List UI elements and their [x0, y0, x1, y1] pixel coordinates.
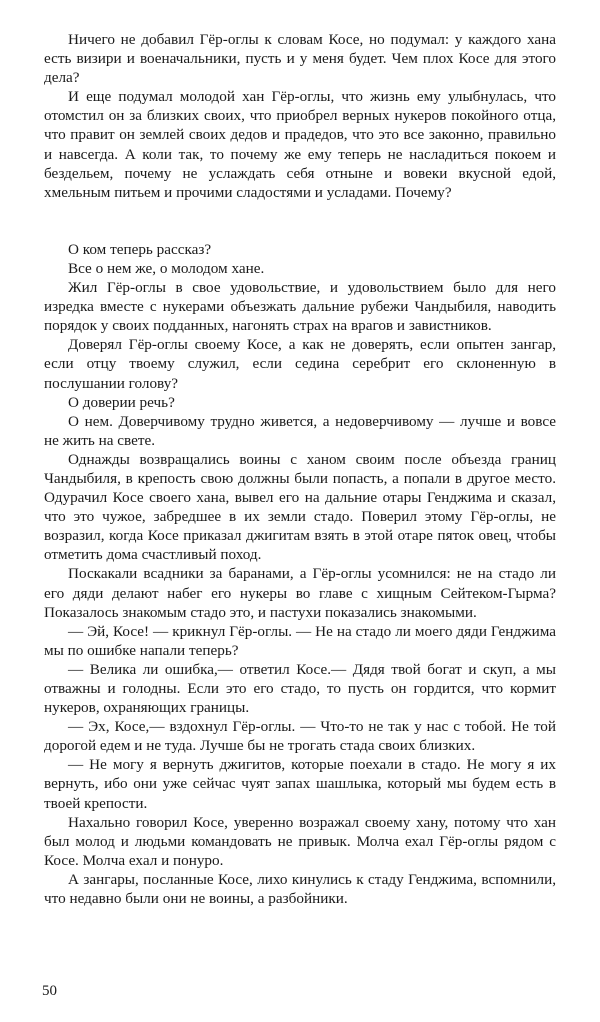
text-section-first	[44, 30, 556, 202]
paragraph: Однажды возвращались воины с ханом своим после объезда границ Чандыбиля, в крепость свою должны были попасть, а попали в другое место. Одурачил Косе своего хана, вывел его на дальние отары Генджима и сказал, что это чужое, забредшее в их земли стадо. Поверил этому Гёр-оглы, не возразил, когда Косе приказал джигитам взять в этой отаре пяток овец, чтобы отметить дома счастливый поход.	[44, 450, 556, 564]
paragraph: — Эх, Косе,— вздохнул Гёр-оглы. — Что-то не так у нас с тобой. Не той дорогой едем и не туда. Лучше бы не трогать стада своих близких.	[44, 718, 556, 755]
section-break	[44, 202, 556, 240]
paragraph: — Не могу я вернуть джигитов, которые поехали в стадо. Не могу я их вернуть, ибо они уже сейчас чуят запах шашлыка, который мы будем есть в твоей крепости.	[44, 756, 556, 812]
paragraph: И еще подумал молодой хан Гёр-оглы, что жизнь ему улыбнулась, что отомстил он за близких своих, что приобрел верных нукеров покойного отца, что правит он землей своих дедов и прадедов, что это все законно, правильно и навсегда. А коли так, то почему же ему теперь не насладиться покоем и бездельем, почему не услаждать себя отныне и вовеки вкусной едой, хмельным питьем и прочими сладостями и усладами. Почему?	[44, 88, 556, 201]
paragraph: Поскакали всадники за баранами, а Гёр-оглы усомнился: не на стадо ли его дяди делают набег его нукеры во главе с хищным Сейтеком-Гырма? Показалось знакомым стадо это, и пастухи показались знакомыми.	[44, 565, 556, 621]
page-number: 50	[42, 983, 57, 999]
paragraph: Нахально говорил Косе, уверенно возражал своему хану, потому что хан был молод и людьми командовать не привык. Молча ехал Гёр-оглы рядом с Косе. Молча ехал и понуро.	[44, 813, 556, 869]
paragraph: Все о нем же, о молодом хане.	[68, 259, 265, 277]
paragraph: Доверял Гёр-оглы своему Косе, а как не доверять, если опытен зангар, если отцу твоему служил, если седина серебрит его склоненную в послушании голову?	[44, 336, 556, 392]
paragraph: А зангары, посланные Косе, лихо кинулись к стаду Генджима, вспомнили, что недавно были они не воины, а разбойники.	[44, 870, 556, 908]
paragraph: О ком теперь рассказ?	[68, 240, 212, 258]
paragraph: — Велика ли ошибка,— ответил Косе.— Дядя твой богат и скуп, а мы отважны и голодны. Если это его стадо, то пусть он гордится, что кормит нукеров, охраняющих границы.	[44, 660, 556, 717]
paragraph: Ничего не добавил Гёр-оглы к словам Косе, но подумал: у каждого хана есть визири и военачальники, пусть и у меня будет. Чем плох Косе для этого дела?	[44, 31, 556, 87]
paragraph: Жил Гёр-оглы в свое удовольствие, и удовольствием было для него изредка вместе с нукерами объезжать дальние рубежи Чандыбиля, наводить порядок у своих подданных, нагонять страх на врагов и завистников.	[44, 279, 556, 335]
text-section-second	[44, 240, 556, 908]
paragraph: — Эй, Косе! — крикнул Гёр-оглы. — Не на стадо ли моего дяди Генджима мы по ошибке напали теперь?	[44, 622, 556, 659]
book-page	[44, 30, 556, 908]
paragraph: О нем. Доверчивому трудно живется, а недоверчивому — лучше и вовсе не жить на свете.	[44, 412, 556, 449]
paragraph: О доверии речь?	[68, 393, 175, 411]
